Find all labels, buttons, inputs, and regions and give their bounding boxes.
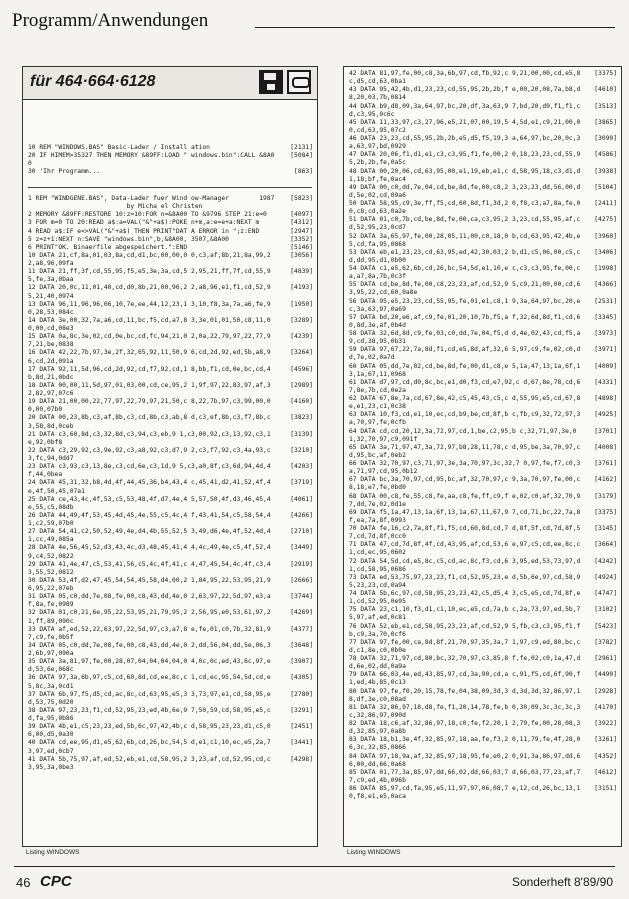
code-text: 10 REM "WINDOWS.BAS" Basic-Lader / Install ation <box>28 144 210 151</box>
code-text: 39 DATA 4b,e1,c5,23,23,ed,5b,6c,97,42,4b,c d,58,95,23,23,d1,c5,06,00,d5,0a30 <box>28 723 271 739</box>
listing-line <box>349 233 617 249</box>
checksum: [2947] <box>290 227 313 235</box>
code-text: 86 DATA 85,97,cd,fa,95,e5,11,97,97,06,08,7 e,12,cd,26,bc,13,10,f8,e1,e5,0aca <box>349 785 581 801</box>
checksum: [3973] <box>594 330 617 337</box>
code-text: 73 DATA ed,53,75,97,23,23,f1,cd,52,95,23,e d,5b,6e,97,cd,58,95,23,23,cd,0a94 <box>349 573 581 589</box>
listing-line <box>28 707 313 723</box>
checksum: [863] <box>294 168 313 176</box>
checksum: [3139] <box>290 430 313 438</box>
checksum: [4193] <box>290 284 313 292</box>
listing-line <box>28 333 313 349</box>
listing-line <box>349 135 617 151</box>
code-text: 33 DATA af,ed,52,22,63,97,22,5d,97,c3,a7,8 e,fe,01,c0,7b,32,81,97,c9,fe,0b5f <box>28 625 271 641</box>
checksum: [4366] <box>594 281 617 289</box>
code-text: 71 DATA 47,cd,7d,8f,4f,cd,43,95,af,cd,53,6 e,97,c5,cd,ee,8c,c1,cd,ec,95,0602 <box>349 541 581 557</box>
code-text: 67 DATA bc,3a,70,97,cd,95,bc,af,32,70,97,c 9,3a,70,97,fe,00,c8,18,e7,fe,0bd0 <box>349 476 581 492</box>
listing-line <box>28 739 313 755</box>
code-text: 40 DATA cd,ee,95,d1,e5,62,6b,cd,26,bc,54,5 d,e1,c1,10,ec,e5,2a,73,97,ed,0cb7 <box>28 739 271 755</box>
checksum: [4312] <box>290 219 313 227</box>
code-text: 72 DATA 54,5d,cd,e5,8c,c5,cd,ac,8c,f3,cd,6 3,95,ed,53,73,97,d1,cd,58,95,0686 <box>349 557 581 573</box>
code-text: 57 DATA bd,20,e6,af,c9,fe,01,20,10,7b,f5,a f,32,6d,8d,f1,cd,60,8d,3e,af,0b4d <box>349 313 581 329</box>
listing-line <box>349 785 617 801</box>
code-text: 18 DATA 00,00,11,5d,97,01,03,00,cd,ce,95,2 1,9f,97,22,83,97,af,32,82,97,07c6 <box>28 381 271 397</box>
code-text: 83 DATA 18,b1,3e,4f,32,85,97,18,aa,fe,f3,2 0,11,79,fe,4f,28,06,3c,32,85,0866 <box>349 736 581 752</box>
code-text: 12 DATA 20,0c,11,01,40,cd,d0,8b,21,00,96,2 2,a8,96,e1,f1,cd,52,95,21,40,0974 <box>28 284 271 300</box>
checksum: [4275] <box>594 216 617 224</box>
listing-line <box>28 431 313 447</box>
code-text: 63 DATA 10,f3,cd,e1,10,ec,cd,b9,be,cd,8f,b c,fb,c9,32,72,97,3a,70,97,fe,0cfb <box>349 411 581 427</box>
listing-line <box>28 301 313 317</box>
checksum: [3151] <box>594 785 617 792</box>
listing-line <box>349 444 617 460</box>
checksum: [4925] <box>594 411 617 419</box>
listing-line <box>349 119 617 135</box>
checksum: [2411] <box>594 200 617 207</box>
checksum: [3352] <box>290 235 313 243</box>
listing-line <box>349 558 617 574</box>
code-text: 70 DATA fe,16,c2,7a,8f,f1,f5,cd,60,8d,cd,7 d,8f,5f,cd,7d,8f,57,cd,7d,8f,0cc0 <box>349 525 581 541</box>
listing-line <box>349 493 617 509</box>
listing-line <box>349 671 617 687</box>
listing-line <box>349 249 617 265</box>
code-text: 37 DATA 6b,97,f5,d5,cd,ac,8c,cd,63,95,e5,3 3,73,97,e1,cd,58,95,ed,53,75,0d20 <box>28 690 271 706</box>
code-text: 78 DATA 32,71,97,cd,80,bc,32,70,97,c3,85,8 f,fe,02,c0,1a,47,dd,6e,02,dd,0a9a <box>349 655 581 671</box>
code-text: 36 DATA 97,3a,6b,97,c5,cd,60,8d,cd,ee,8c,c 1,cd,ec,95,54,5d,cd,e5,8c,3a,0cd1 <box>28 674 271 690</box>
code-text: 48 DATA 00,20,06,cd,63,95,00,e1,19,eb,e1,c d,58,95,18,c3,d1,d1,18,bf,fe,0ac4 <box>349 167 581 183</box>
page-number: 46 <box>16 875 31 890</box>
listing-line <box>28 756 313 772</box>
listing-line <box>349 281 617 297</box>
code-text: 52 DATA 3a,65,97,fe,00,28,05,11,00,c0,18,0 b,cd,63,95,42,4b,e5,cd,fa,95,0868 <box>349 232 581 248</box>
code-text: 14 DATA 3e,00,32,7a,a6,cd,11,bc,f5,cd,a7,8 3,3e,01,01,50,c8,11,00,00,cd,08e3 <box>28 316 271 332</box>
code-text: 44 DATA b9,d8,09,3a,64,97,bc,20,df,3a,63,9 7,bd,20,d9,f1,f1,cd,c3,95,0c6c <box>349 102 581 118</box>
code-text: 82 DATA 18,c6,af,32,86,97,18,c0,fe,f2,20,1 2,79,fe,00,28,08,3d,32,85,97,0a8b <box>349 720 581 736</box>
checksum: [2780] <box>290 690 313 698</box>
code-text: 21 DATA c3,60,8d,c3,32,8d,c3,94,c3,eb,9 1,c3,00,92,c3,13,92,c3,1e,92,0bf8 <box>28 430 271 446</box>
code-text: 56 DATA 95,e5,23,23,cd,55,95,fe,01,e1,c8,1 9,3a,64,97,bc,20,ec,3a,63,97,0a69 <box>349 297 581 313</box>
code-text: 55 DATA cd,be,8d,fe,00,c8,23,23,af,cd,52,9 5,c9,21,00,00,cd,63,95,22,cd,60,0a8e <box>349 281 581 297</box>
code-text: 16 DATA 42,22,7b,97,3e,2f,32,65,92,11,50,9 6,cd,2d,92,ed,5b,a8,96,cd,2d,091a <box>28 349 271 365</box>
code-text: 54 DATA c1,e5,62,6b,cd,26,bc,54,5d,e1,10,e c,c3,c3,95,fe,00,ca,a7,8a,7b,0c3f <box>349 265 581 281</box>
checksum: [2989] <box>290 381 313 389</box>
checksum: [3648] <box>290 641 313 649</box>
code-text: 26 DATA 44,49,4f,53,45,4d,45,4e,55,c5,4c,4 f,43,41,54,c5,58,54,41,c2,59,07b0 <box>28 511 271 527</box>
checksum: [4596] <box>290 365 313 373</box>
code-text: 30 DATA 53,4f,d2,47,45,54,54,45,58,d4,00,2 1,84,95,22,53,95,21,96,95,22,07eb <box>28 576 271 592</box>
checksum: [3701] <box>594 427 617 435</box>
code-text: 60 DATA 05,dd,7e,02,cd,be,8d,fe,00,d1,c8,e 5,1a,47,13,1a,6f,13,1a,67,11,0968 <box>349 362 581 378</box>
code-text: 84 DATA 97,18,9a,af,32,85,97,18,95,fe,e0,2 0,91,3a,86,97,dd,66,00,dd,66,0a68 <box>349 752 581 768</box>
listing-line <box>28 203 313 211</box>
listing-line <box>349 103 617 119</box>
listing-line <box>28 211 313 219</box>
listing-line <box>349 769 617 785</box>
listing-line <box>349 574 617 590</box>
checksum: [4839] <box>290 268 313 276</box>
checksum: [4305] <box>290 674 313 682</box>
left-column <box>22 66 318 847</box>
listing-line <box>349 70 617 86</box>
listing-line <box>28 723 313 739</box>
listing-line <box>349 216 617 232</box>
banner-title: für 464·664·6128 <box>30 73 156 90</box>
listing-line <box>28 479 313 495</box>
listing-line <box>349 541 617 557</box>
listing-line <box>28 244 313 252</box>
code-text: 10 DATA 21,cf,8a,01,03,8a,cd,d1,bc,00,00,0 0,c3,af,8b,21,8a,99,22,a8,96,09fa <box>28 251 271 267</box>
checksum: [4352] <box>594 752 617 760</box>
code-text: 64 DATA cd,cd,20,12,3a,72,97,cd,1,be,c2,95,b c,32,71,97,3e,01,32,70,97,c9,091f <box>349 427 577 443</box>
listing-line <box>349 265 617 281</box>
code-text: 49 DATA 00,c0,dd,7e,04,cd,be,8d,fe,00,c8,2 3,23,23,dd,56,00,dd,5e,02,cd,09a6 <box>349 183 581 199</box>
listing-line <box>28 349 313 365</box>
listing-line <box>349 168 617 184</box>
checksum: [3971] <box>594 346 617 354</box>
checksum: [4266] <box>290 511 313 519</box>
header-rule <box>255 27 615 28</box>
checksum: [3664] <box>594 541 617 549</box>
code-text: 53 DATA eb,e1,23,23,cd,63,95,ed,42,30,03,2 b,d1,c5,06,00,c5,cd,dd,95,d1,0b00 <box>349 248 581 264</box>
code-text: 62 DATA 67,8e,7a,cd,67,8e,42,c5,45,43,c5,c d,55,95,e5,cd,67,8e,e1,23,c1,0c38 <box>349 395 581 411</box>
code-text: 5 z=z+1:NEXT n:SAVE "windows.bin",b,&8A00, 3507,&8A00 <box>28 235 229 243</box>
checksum: [4239] <box>290 333 313 341</box>
listing-line <box>28 398 313 414</box>
listing-line <box>28 236 313 244</box>
code-text: 32 DATA 01,c0,21,6e,95,22,53,95,21,79,95,2 2,56,95,e0,53,61,97,21,ff,89,090c <box>28 609 271 625</box>
listing-line <box>349 86 617 102</box>
checksum: [5104] <box>594 183 617 191</box>
checksum: [5823] <box>290 195 313 202</box>
right-column <box>343 66 622 847</box>
code-text: 35 DATA 3a,81,97,fe,00,28,07,04,04,04,04,0 4,0c,0c,ed,43,6c,97,ed,53,6e,068c <box>28 658 271 674</box>
listing-line <box>349 606 617 622</box>
listing-line <box>349 298 617 314</box>
listing-line <box>28 528 313 544</box>
magazine-logo: CPC <box>40 873 72 890</box>
cassette-icon <box>287 70 311 94</box>
listing-line <box>349 704 617 720</box>
listing-line <box>349 314 617 330</box>
listing-line <box>349 753 617 769</box>
listing-line <box>349 509 617 525</box>
listing-separator <box>28 187 312 188</box>
platform-banner <box>23 67 317 100</box>
checksum: [3264] <box>290 349 313 357</box>
code-text: 11 DATA 21,ff,3f,cd,55,95,f5,e5,3e,3a,cd,5 2,95,21,ff,7f,cd,55,95,fe,3a,0baa <box>28 268 271 284</box>
checksum: [3375] <box>594 70 617 77</box>
listing-line <box>28 658 313 674</box>
listing-line <box>349 151 617 167</box>
checksum: [3719] <box>290 479 313 487</box>
listing-line <box>28 366 313 382</box>
checksum: [4377] <box>290 625 313 633</box>
listing-line <box>28 284 313 300</box>
listing-line <box>28 609 313 625</box>
code-text: 79 DATA 66,03,4e,ed,43,85,97,cd,3a,90,cd,a c,91,f5,cd,6f,90,f1,ed,4b,85,0c13 <box>349 671 581 687</box>
checksum: [3960] <box>594 232 617 240</box>
checksum: [3102] <box>594 606 617 614</box>
code-text: 20 DATA 00,23,8b,c3,af,8b,c3,cd,8b,c3,ab,8 d,c3,ef,8b,c3,f7,8b,c3,58,8d,0ceb <box>28 414 271 430</box>
listing-line <box>28 496 313 512</box>
checksum: [3823] <box>290 414 313 422</box>
checksum: [4331] <box>594 378 617 386</box>
listing-line <box>28 593 313 609</box>
checksum: [3865] <box>594 118 617 126</box>
listing-line <box>28 626 313 642</box>
code-text: 15 DATA 0a,8c,3e,02,cd,0e,bc,cd,fc,94,21,0 2,0a,22,79,97,22,77,97,21,be,0838 <box>28 333 271 349</box>
listing-line <box>28 168 313 176</box>
code-text: 58 DATA 32,6d,8d,c9,fe,03,c0,dd,7e,04,f5,d d,4e,02,43,cd,f5,a9,cd,38,95,0b31 <box>349 330 581 346</box>
code-text: 50 DATA 58,95,c9,3e,ff,f5,cd,60,8d,f1,3d,2 0,f8,c3,a7,8a,fe,00,c8,cd,63,0a2e <box>349 200 581 216</box>
code-text: 76 DATA 52,eb,e1,cd,58,95,23,23,af,cd,52,9 5,fb,c3,c3,95,f1,fb,c9,3a,70,0cf6 <box>349 622 581 638</box>
listing-line <box>28 228 313 236</box>
checksum: [5146] <box>290 243 313 251</box>
checksum: [3345] <box>594 313 617 321</box>
checksum: [3179] <box>594 492 617 500</box>
code-text: 51 DATA 01,c0,7b,cd,be,8d,fe,00,ca,c3,95,2 3,23,cd,55,95,af,cd,52,95,23,0cd7 <box>349 216 581 232</box>
code-text: 22 DATA c3,29,92,c3,9e,92,c3,a8,92,c3,d7,9 2,c3,f7,92,c3,4a,93,c3,fc,94,0dd7 <box>28 446 271 462</box>
listing-line <box>349 736 617 752</box>
checksum: [3922] <box>594 720 617 727</box>
listing-line <box>349 688 617 704</box>
code-text: 24 DATA 45,31,32,b8,4d,4f,44,45,36,b4,43,4 c,45,41,d2,41,52,4f,4e,4f,50,45,07a1 <box>28 479 271 495</box>
checksum: [2710] <box>290 528 313 536</box>
code-text: 85 DATA 01,77,3a,85,97,dd,66,02,dd,66,03,7 d,66,03,77,23,af,77,c9,ed,4b,096b <box>349 768 581 784</box>
checksum: [3744] <box>290 593 313 601</box>
listing-caption-left: Listing WINDOWS <box>26 849 80 856</box>
listing-line <box>349 411 617 427</box>
checksum: [3289] <box>290 316 313 324</box>
code-text: 30 'Ihr Programm... <box>28 168 101 176</box>
checksum: [1998] <box>594 265 617 272</box>
code-text: 3 FOR m=0 TO 20:READ a$:a=VAL("&"+a$):POKE n+m,a:e=e+a:NEXT m <box>28 219 260 227</box>
checksum: [3938] <box>594 167 617 175</box>
listing-line <box>349 379 617 395</box>
data-loader-listing <box>28 195 313 772</box>
checksum: [3261] <box>594 736 617 744</box>
code-text: 2 MEMORY &89FF:RESTORE 10:z=10:FOR n=&8A00 TO &9796 STEP 21:e=0 <box>28 211 267 219</box>
listing-line <box>349 346 617 362</box>
listing-line <box>28 512 313 528</box>
code-text: 27 DATA 54,41,c2,50,52,49,4e,d4,4b,55,52,5 3,49,d6,4e,4f,52,4d,41,cc,49,085a <box>28 528 271 544</box>
checksum: [4203] <box>290 463 313 471</box>
listing-line <box>349 590 617 606</box>
checksum: [3145] <box>594 525 617 532</box>
listing-caption-right: Listing WINDOWS <box>347 849 401 856</box>
code-text: 34 DATA 05,c0,dd,7e,08,fe,00,c8,43,dd,4e,0 2,dd,56,04,dd,5e,06,32,6b,97,090a <box>28 641 271 657</box>
listing-line <box>28 219 313 227</box>
checksum: [4242] <box>594 557 617 565</box>
listing-line <box>349 720 617 736</box>
checksum: [4061] <box>290 495 313 503</box>
checksum: [4162] <box>594 476 617 484</box>
basic-loader-listing <box>28 144 313 177</box>
checksum: [3291] <box>290 706 313 714</box>
code-text: 29 DATA 41,4e,47,c5,53,41,56,c5,4c,4f,41,c 4,47,45,54,4c,4f,c3,43,55,52,0812 <box>28 560 271 576</box>
listing-line <box>349 428 617 444</box>
listing-line <box>349 460 617 476</box>
checksum: [4586] <box>594 151 617 159</box>
listing-line <box>28 195 313 203</box>
code-text: 13 DATA 96,11,96,96,06,10,7e,ee,44,12,23,1 3,10,f8,3a,7a,a6,fe,90,28,53,084c <box>28 300 271 316</box>
checksum: [5084] <box>290 152 313 160</box>
checksum: [3761] <box>594 460 617 467</box>
listing-line <box>349 476 617 492</box>
checksum: [4097] <box>290 211 313 219</box>
checksum: [5423] <box>594 622 617 630</box>
code-text: 65 DATA 3a,71,97,47,3a,72,97,b8,28,11,78,c d,95,be,3a,70,97,cd,95,bc,af,0eb2 <box>349 443 581 459</box>
checksum: [4490] <box>594 671 617 679</box>
listing-line <box>349 395 617 411</box>
checksum: [4610] <box>594 86 617 94</box>
listing-line <box>349 184 617 200</box>
code-text: 17 DATA 92,11,5d,96,cd,2d,92,cd,f7,92,cd,1 8,bb,f1,cd,0e,bc,cd,4b,8d,21,0bdc <box>28 365 271 381</box>
code-text: 77 DATA 97,fe,00,ca,8d,8f,21,70,97,35,3a,7 1,97,c9,ed,80,bc,cd,c1,8e,c0,0b0e <box>349 638 581 654</box>
data-listing-continued <box>349 70 617 801</box>
listing-line <box>28 463 313 479</box>
code-text: 74 DATA 5b,6c,97,cd,58,95,23,23,42,c5,d5,4 3,c5,e5,cd,7d,8f,e1,cd,52,95,0e95 <box>349 590 581 606</box>
code-text: by Micha el Christen <box>28 203 203 211</box>
listing-line <box>28 691 313 707</box>
listing-line <box>28 544 313 560</box>
checksum: [1950] <box>290 300 313 308</box>
checksum: [4898] <box>594 395 617 402</box>
code-text: 69 DATA f5,1a,47,13,1a,6f,13,1a,67,11,67,9 7,cd,71,bc,22,7a,8f,ea,7a,8f,0993 <box>349 508 581 524</box>
code-text: 20 IF HIMEM>35327 THEN MEMORY &89FF:LOAD " windows.bin":CALL &8A00 <box>28 152 275 168</box>
listing-line <box>28 268 313 284</box>
code-text: 25 DATA ce,43,4c,4f,53,c5,53,48,4f,d7,4e,4 5,57,50,4f,d3,46,45,4e,55,c5,08db <box>28 495 271 511</box>
code-text: 1 REM "WINDGENE.BAS", Data-Lader fuer Wind ow-Manager 1987 <box>28 195 275 202</box>
listing-line <box>349 655 617 671</box>
floppy-disk-icon <box>259 70 283 94</box>
checksum: [3375] <box>594 508 617 516</box>
listing-line <box>28 414 313 430</box>
footer-rule <box>14 866 615 867</box>
code-text: 45 DATA 11,33,97,c3,27,96,e5,21,07,00,19,5 4,5d,e1,c9,21,00,00,cd,63,95,07c2 <box>349 118 581 134</box>
checksum: [2666] <box>290 576 313 584</box>
checksum: [3782] <box>594 638 617 646</box>
checksum: [4612] <box>594 768 617 776</box>
checksum: [4924] <box>594 573 617 581</box>
listing-line <box>28 447 313 463</box>
code-text: 43 DATA 95,42,4b,d1,23,23,cd,55,95,2b,2b,f e,00,20,08,7a,b8,d8,20,03,7b,0814 <box>349 86 581 102</box>
listing-line <box>28 152 313 168</box>
checksum: [3056] <box>290 251 313 259</box>
code-text: 68 DATA 00,c8,fe,55,c8,fe,aa,c8,fe,ff,c9,f e,02,c0,af,32,70,97,dd,7e,02,0d1e <box>349 492 581 508</box>
code-text: 42 DATA 81,97,fe,00,c8,3a,6b,97,cd,fb,92,c 9,21,00,00,cd,e5,8c,d5,cd,63,0ba1 <box>349 70 581 86</box>
code-text: 59 DATA 97,67,22,7a,8d,f1,cd,e5,8d,af,32,6 5,97,c9,fe,02,c0,dd,7e,02,0a7d <box>349 346 581 362</box>
code-text: 4 READ a$:IF e<>VAL("&"+a$) THEN PRINT"DAT A ERROR in ";z:END <box>28 227 260 235</box>
checksum: [4009] <box>594 362 617 370</box>
code-text: 75 DATA 23,c1,10,f3,d1,c1,10,ec,e5,cd,7a,b c,2a,73,97,ed,5b,75,97,af,ed,0c81 <box>349 606 581 622</box>
checksum: [2919] <box>290 560 313 568</box>
checksum: [2531] <box>594 297 617 305</box>
listing-line <box>349 525 617 541</box>
listing-line <box>349 330 617 346</box>
listing-line <box>28 674 313 690</box>
listing-line <box>28 577 313 593</box>
checksum: [4298] <box>290 755 313 763</box>
code-text: 47 DATA 20,06,f1,d1,e1,c3,c3,95,f1,fe,00,2 0,18,23,23,cd,55,95,2b,2b,fe,0a5c <box>349 151 581 167</box>
listing-line <box>28 317 313 333</box>
checksum: [4269] <box>290 609 313 617</box>
checksum: [2131] <box>290 144 313 151</box>
code-text: 28 DATA 4e,56,45,52,d3,43,4c,d3,48,45,41,4 4,4c,49,4e,c5,4f,52,49,c4,52,0822 <box>28 544 271 560</box>
code-text: 31 DATA 05,c0,dd,7e,08,fe,00,c8,43,dd,4e,0 2,63,97,22,5d,97,e3,af,8a,fe,0989 <box>28 593 271 609</box>
code-text: 38 DATA 97,23,23,f1,cd,52,95,23,ed,4b,6e,9 7,50,59,cd,58,95,e5,cd,fa,95,0b86 <box>28 706 271 722</box>
checksum: [2928] <box>594 687 617 695</box>
issue-label: Sonderheft 8'89/90 <box>511 875 613 889</box>
listing-line <box>28 642 313 658</box>
code-text: 81 DATA 32,86,97,18,d8,fe,f1,20,14,78,fe,b 0,30,09,3c,3c,3c,3c,32,86,97,090d <box>349 703 581 719</box>
checksum: [3406] <box>594 248 617 256</box>
code-text: 41 DATA 5b,75,97,af,ed,52,eb,e1,cd,58,95,2 3,23,af,cd,52,95,cd,c3,95,3a,0be3 <box>28 755 271 771</box>
listing-line <box>349 639 617 655</box>
checksum: [3210] <box>290 446 313 454</box>
checksum: [2961] <box>594 655 617 662</box>
listing-line <box>28 252 313 268</box>
checksum: [4747] <box>594 590 617 597</box>
listing-line <box>28 382 313 398</box>
checksum: [3090] <box>594 135 617 142</box>
code-text: 61 DATA d7,97,cd,d0,8c,bc,e1,d0,f3,cd,e7,92,c d,67,8e,78,cd,67,8e,7b,cd,0e2a <box>349 378 581 394</box>
code-text: 66 DATA 32,70,97,c3,71,97,3e,3a,70,97,3c,32,7 0,97,fe,f7,c0,3a,71,97,cd,95,0b12 <box>349 460 581 476</box>
listing-line <box>349 363 617 379</box>
checksum: [3513] <box>594 102 617 110</box>
checksum: [4160] <box>290 398 313 406</box>
listing-line <box>28 561 313 577</box>
code-text: 46 DATA 23,23,cd,55,95,2b,2b,e5,d5,f5,19,3 a,64,97,bc,20,0c,3a,63,97,bd,0929 <box>349 135 581 151</box>
section-header: Programm/Anwendungen <box>12 10 209 31</box>
checksum: [3907] <box>290 658 313 666</box>
checksum: [3449] <box>290 544 313 552</box>
code-text: 6 PRINT"OK. Binaerfile abgespeichert.":END <box>28 243 188 251</box>
code-text: 23 DATA c3,93,c3,13,8e,c3,cd,6e,c3,1d,9 5,c3,a0,8f,c3,6d,94,4d,4f,44,0bea <box>28 463 271 479</box>
checksum: [3441] <box>290 739 313 747</box>
listing-line <box>349 623 617 639</box>
checksum: [4170] <box>594 703 617 711</box>
code-text: 19 DATA 21,00,00,22,77,97,22,79,97,21,50,c 8,22,7b,97,c3,99,00,00,00,07b0 <box>28 398 271 414</box>
listing-line <box>28 144 313 152</box>
listing-line <box>349 200 617 216</box>
checksum: [4008] <box>594 443 617 451</box>
code-text: 80 DATA 97,fe,f0,20,15,78,fe,04,38,09,3d,3 d,3d,3d,32,86,97,18,df,3e,c0,08ad <box>349 687 581 703</box>
checksum: [2451] <box>290 723 313 731</box>
